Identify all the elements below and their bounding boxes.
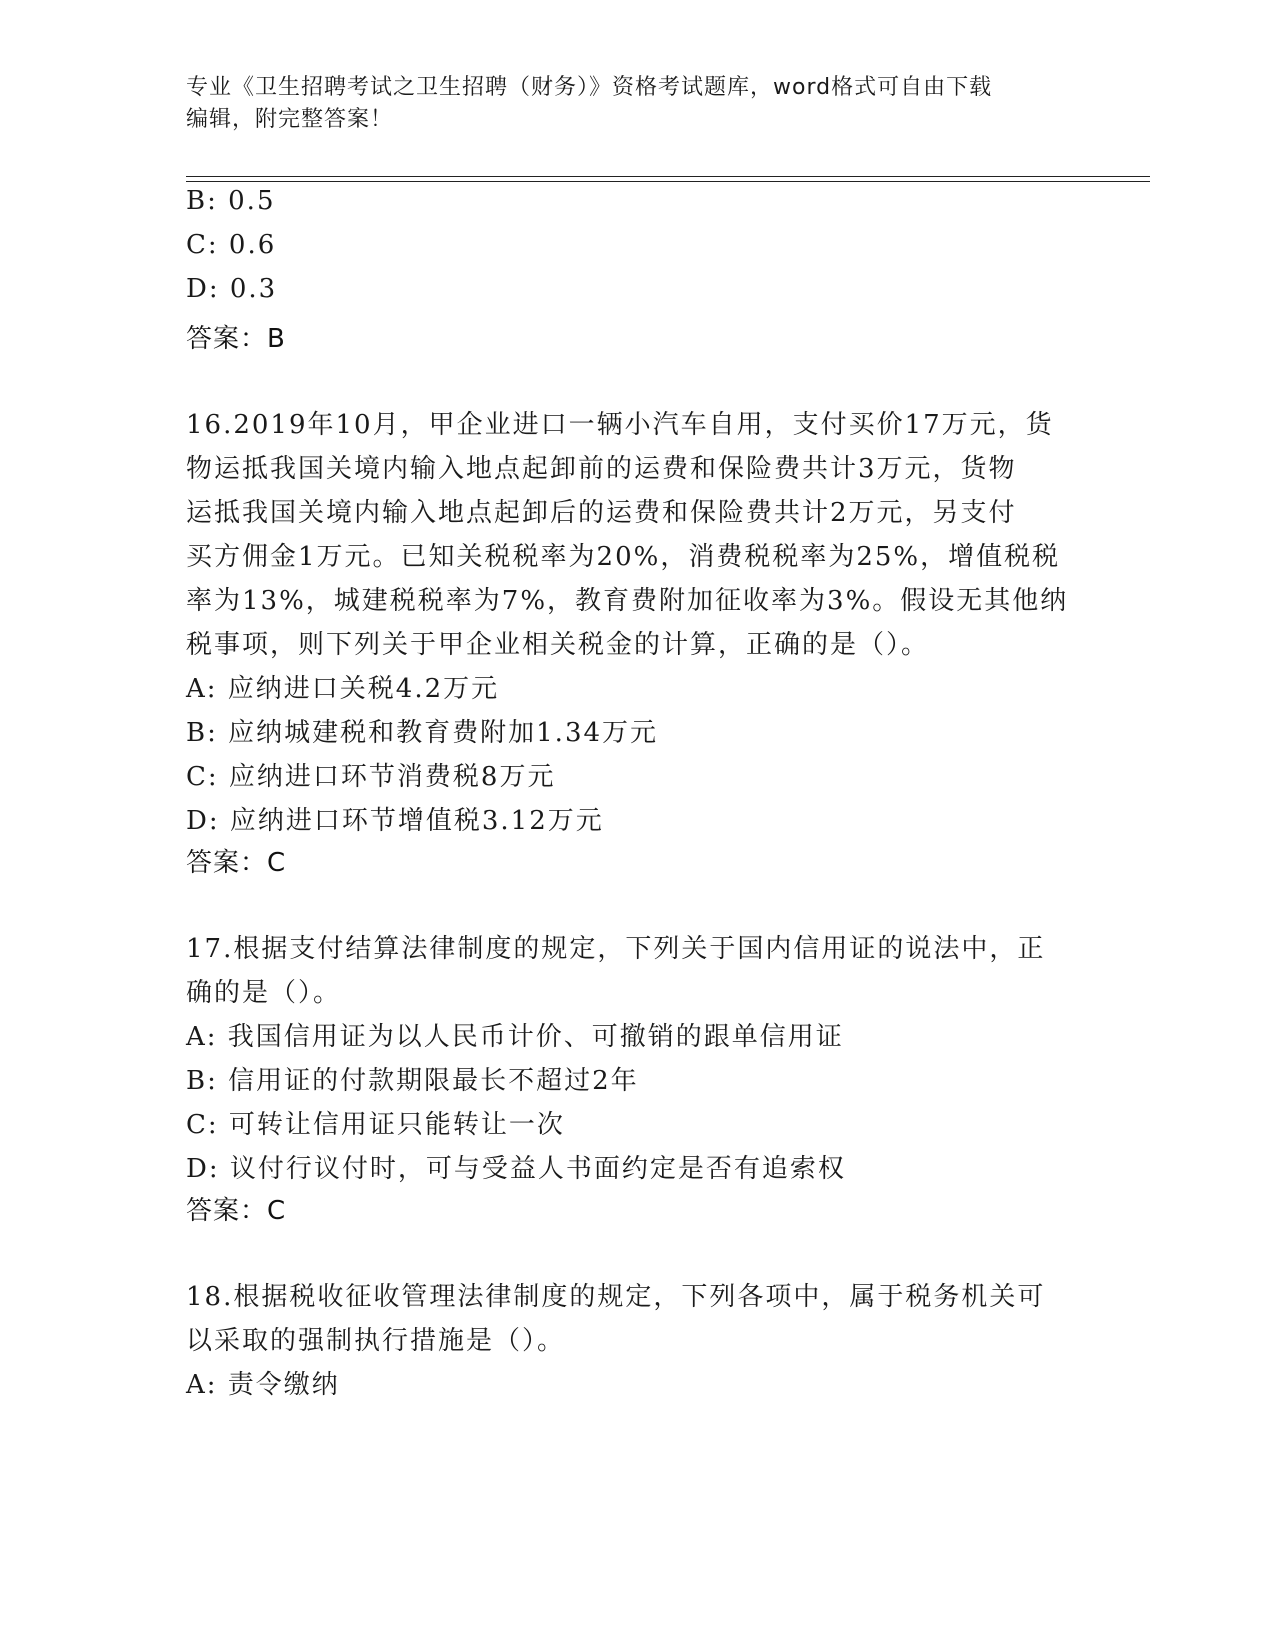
- q15-option-b: B: 0.5: [186, 186, 276, 216]
- q16-stem-line-2: 物运抵我国关境内输入地点起卸前的运费和保险费共计3万元，货物: [186, 454, 1017, 484]
- q16-stem-line-6: 税事项，则下列关于甲企业相关税金的计算，正确的是（）。: [186, 630, 930, 660]
- q17-option-c: C: 可转让信用证只能转让一次: [186, 1110, 565, 1140]
- q16-stem-line-5: 率为13%，城建税税率为7%，教育费附加征收率为3%。假设无其他纳: [186, 586, 1069, 616]
- header-divider-bottom: [186, 181, 1150, 182]
- q17-answer: 答案：C: [186, 1196, 287, 1226]
- q16-option-c: C: 应纳进口环节消费税8万元: [186, 762, 556, 792]
- q16-stem-line-3: 运抵我国关境内输入地点起卸后的运费和保险费共计2万元，另支付: [186, 498, 1017, 528]
- header-divider-top: [186, 176, 1150, 177]
- q16-stem-line-1: 16.2019年10月，甲企业进口一辆小汽车自用，支付买价17万元，货: [186, 410, 1054, 440]
- q17-stem-line-1: 17.根据支付结算法律制度的规定，下列关于国内信用证的说法中，正: [186, 934, 1046, 964]
- q15-option-d: D: 0.3: [186, 274, 278, 304]
- q16-option-d: D: 应纳进口环节增值税3.12万元: [186, 806, 604, 836]
- q16-answer: 答案：C: [186, 848, 287, 878]
- q17-option-a: A: 我国信用证为以人民币计价、可撤销的跟单信用证: [186, 1022, 844, 1052]
- q17-option-b: B: 信用证的付款期限最长不超过2年: [186, 1066, 639, 1096]
- page-header: [186, 72, 1086, 136]
- q17-stem-line-2: 确的是（）。: [186, 978, 342, 1008]
- q15-answer: 答案：B: [186, 324, 286, 354]
- header-line-1: 专业《卫生招聘考试之卫生招聘（财务）》资格考试题库，word格式可自由下载: [186, 75, 993, 100]
- q15-option-c: C: 0.6: [186, 230, 277, 260]
- q16-option-a: A: 应纳进口关税4.2万元: [186, 674, 500, 704]
- header-line-2: 编辑，附完整答案！: [186, 107, 394, 132]
- q18-stem-line-1: 18.根据税收征收管理法律制度的规定，下列各项中，属于税务机关可: [186, 1282, 1046, 1312]
- q18-stem-line-2: 以采取的强制执行措施是（）。: [186, 1326, 566, 1356]
- q18-option-a: A: 责令缴纳: [186, 1370, 340, 1400]
- q16-option-b: B: 应纳城建税和教育费附加1.34万元: [186, 718, 659, 748]
- q16-stem-line-4: 买方佣金1万元。已知关税税率为20%，消费税税率为25%，增值税税: [186, 542, 1061, 572]
- q17-option-d: D: 议付行议付时，可与受益人书面约定是否有追索权: [186, 1154, 846, 1184]
